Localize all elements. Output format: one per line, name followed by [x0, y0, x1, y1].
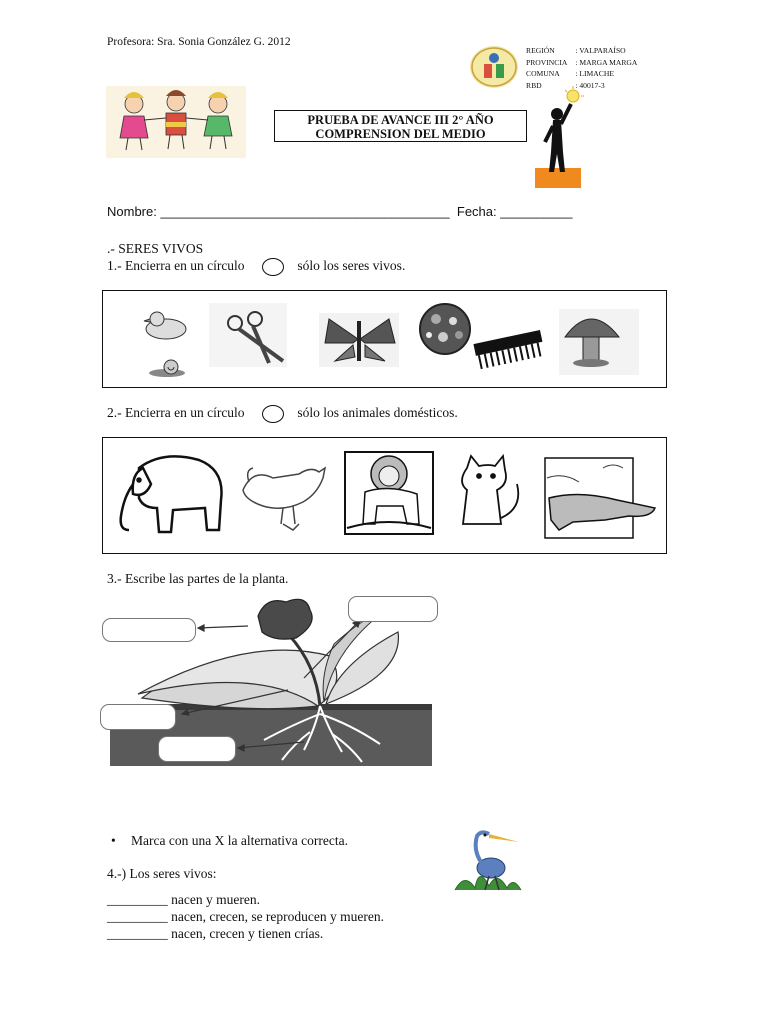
- plant-diagram: [98, 594, 440, 770]
- hen-image: [243, 468, 325, 530]
- lion-image: [345, 452, 433, 534]
- heron-clipart: [445, 826, 525, 894]
- name-date-line: Nombre: ________________________________________ Fecha: __________: [107, 204, 573, 219]
- question-2: 2.- Encierra en un círculo sólo los animales domésticos.: [107, 405, 458, 423]
- elephant-image: [121, 456, 222, 532]
- instruction-bullet: • Marca con una X la alternativa correcta.: [131, 833, 348, 849]
- stem-answer-box[interactable]: [100, 704, 176, 730]
- living-things-panel: [102, 290, 667, 388]
- children-clipart: [106, 86, 246, 158]
- crocodile-image: [545, 458, 655, 538]
- exam-title: PRUEBA DE AVANCE III 2° AÑO: [307, 113, 494, 127]
- ball-image: [420, 304, 470, 354]
- option-1[interactable]: _________ nacen y mueren.: [107, 892, 260, 907]
- scissors-image: [209, 303, 287, 367]
- duckling-image: [144, 312, 186, 339]
- option-2[interactable]: _________ nacen, crecen, se reproducen y mueren.: [107, 909, 385, 924]
- flower-answer-box[interactable]: [102, 618, 196, 642]
- exam-subject: COMPRENSION DEL MEDIO: [315, 127, 486, 141]
- circle-icon: [262, 405, 284, 423]
- snail-image: [149, 360, 185, 377]
- question-1: 1.- Encierra en un círculo sólo los seres vivos.: [107, 258, 405, 276]
- animals-panel: [102, 437, 667, 554]
- butterfly-image: [319, 313, 399, 367]
- circle-icon: [262, 258, 284, 276]
- cat-image: [462, 456, 518, 524]
- option-3[interactable]: _________ nacen, crecen y tienen crías.: [107, 926, 324, 941]
- school-info-table: REGIÓN : VALPARAÍSO PROVINCIA : MARGA MARGA COMUNA : LIMACHE RBD : 40017-3: [526, 46, 638, 90]
- school-logo: [470, 46, 518, 88]
- school-info-block: [468, 44, 674, 90]
- root-answer-box[interactable]: [158, 736, 236, 762]
- teacher-name: Profesora: Sra. Sonia González G. 2012: [107, 36, 291, 48]
- question-3: 3.- Escribe las partes de la planta.: [107, 571, 289, 586]
- comb-image: [473, 330, 545, 370]
- exam-title-box: [274, 110, 527, 142]
- idea-figure-clipart: [535, 86, 585, 188]
- question-4: 4.-) Los seres vivos:: [107, 866, 217, 881]
- section-heading: .- SERES VIVOS: [107, 241, 204, 256]
- mushroom-image: [559, 309, 639, 375]
- leaf-answer-box[interactable]: [348, 596, 438, 622]
